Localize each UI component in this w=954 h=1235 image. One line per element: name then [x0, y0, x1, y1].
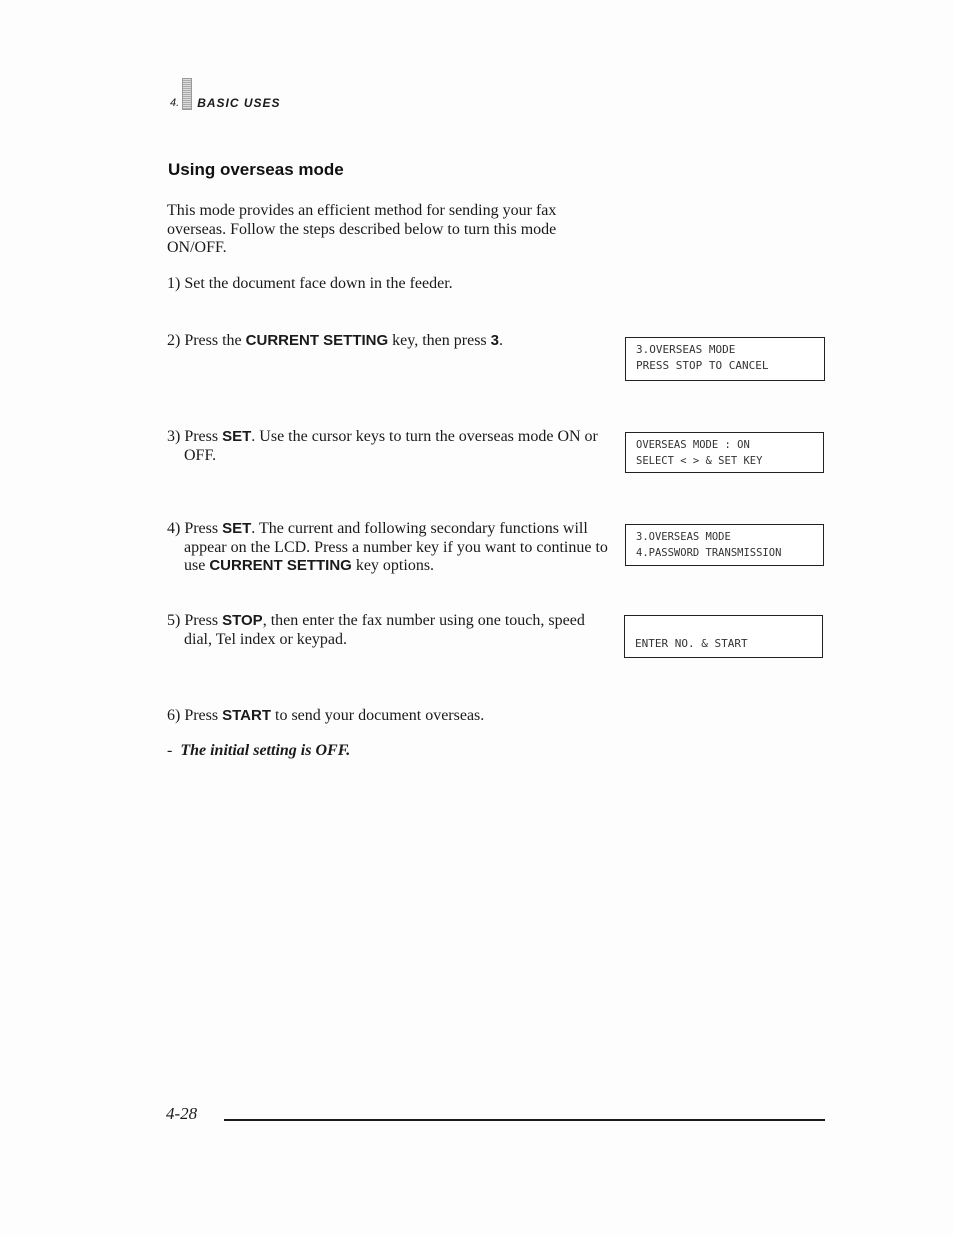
- step-2: [167, 332, 597, 351]
- step-text: Set the document face down in the feeder.: [184, 275, 453, 292]
- key-name-2: CURRENT SETTING: [209, 557, 352, 574]
- footer-rule: [224, 1119, 825, 1121]
- step-number: 1): [167, 275, 181, 292]
- step-text-post: , then enter the fax number using one touch, speed dial, Tel index or keypad.: [184, 612, 585, 648]
- lcd-line-2: SELECT < > & SET KEY: [636, 455, 763, 467]
- lcd-line-2: PRESS STOP TO CANCEL: [636, 359, 769, 372]
- step-text-mid: key, then press: [392, 332, 487, 349]
- step-text-pre: Press: [184, 428, 219, 445]
- step-number: 4): [167, 520, 181, 537]
- step-number: 5): [167, 612, 181, 629]
- key-name: SET: [222, 428, 252, 445]
- chapter-header: [170, 78, 281, 110]
- lcd-line-1: 3.OVERSEAS MODE: [636, 343, 736, 356]
- lcd-display-4: [624, 615, 823, 658]
- step-number: 3): [167, 428, 181, 445]
- step-text-mid: . The current and following secondary functions will appear on the LCD. Press a number key if you want to continue to use: [184, 520, 608, 574]
- lcd-line-1: 3.OVERSEAS MODE: [636, 531, 731, 543]
- lcd-line-1: OVERSEAS MODE : ON: [636, 439, 750, 451]
- chapter-title: BASIC USES: [197, 96, 281, 110]
- step-text-post: key options.: [355, 557, 435, 574]
- key-name-2: 3: [490, 332, 499, 349]
- lcd-display-1: [625, 337, 825, 381]
- step-number: 2): [167, 332, 181, 349]
- step-text-pre: Press the: [184, 332, 242, 349]
- step-text-post: . Use the cursor keys to turn the overseas mode ON or OFF.: [184, 428, 598, 464]
- key-name: START: [222, 707, 271, 724]
- step-4: [167, 520, 614, 576]
- key-name: CURRENT SETTING: [245, 332, 389, 349]
- step-number: 6): [167, 707, 181, 724]
- section-title: Using overseas mode: [168, 160, 344, 179]
- step-text-pre: Press: [184, 520, 219, 537]
- lcd-line-2: 4.PASSWORD TRANSMISSION: [636, 547, 782, 559]
- lcd-display-3: [625, 524, 824, 566]
- step-6: [167, 707, 597, 726]
- step-1: [167, 275, 597, 294]
- note: [167, 742, 350, 760]
- step-3: [167, 428, 614, 465]
- page-number: 4-28: [166, 1104, 198, 1123]
- step-text-post: .: [499, 332, 503, 349]
- key-name: STOP: [222, 612, 263, 629]
- lcd-line-1: [635, 620, 812, 636]
- step-text-pre: Press: [184, 707, 219, 724]
- note-text: The initial setting is OFF.: [180, 742, 351, 759]
- step-5: [167, 612, 614, 649]
- key-name: SET: [222, 520, 252, 537]
- step-text-pre: Press: [184, 612, 219, 629]
- note-dash: -: [167, 742, 173, 759]
- lcd-display-2: [625, 432, 824, 473]
- chapter-number: 4.: [170, 97, 180, 109]
- step-text-post: to send your document overseas.: [275, 707, 485, 724]
- chapter-marker-block: [182, 78, 192, 110]
- lcd-line-2: ENTER NO. & START: [635, 637, 748, 650]
- intro-paragraph: This mode provides an efficient method for sending your fax overseas. Follow the steps described below to turn this mode ON/OFF.: [167, 202, 557, 256]
